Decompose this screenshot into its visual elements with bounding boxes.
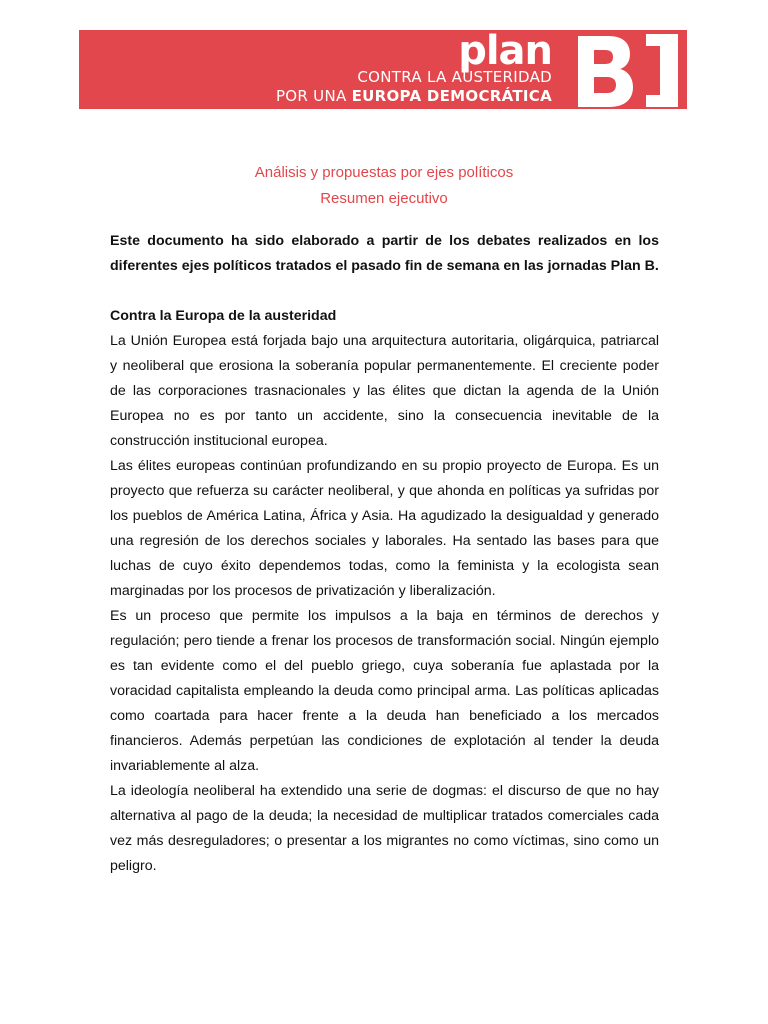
header-banner xyxy=(79,30,687,109)
body-paragraph: La ideología neoliberal ha extendido una serie de dogmas: el discurso de que no hay alternativa al pago de la deuda; la necesidad de multiplicar tratados comerciales cada vez más desreguladores; o presentar a los migrantes no como víctimas, sino como un peligro. xyxy=(110,783,659,874)
plan-b-logo xyxy=(572,32,682,107)
section-heading: Contra la Europa de la austeridad xyxy=(110,308,337,324)
body-paragraph: Es un proceso que permite los impulsos a la baja en términos de derechos y regulación; pero tiende a frenar los procesos de transformación social. Ningún ejemplo es tan evidente como el del pueblo griego, cuya soberanía fue aplastada por la voracidad capitalista empleando la deuda como principal arma. Las políticas aplicadas como coartada para hacer frente a la deuda han beneficiado a los mercados financieros. Además perpetúan las condiciones de explotación al tender la deuda invariablemente al alza. xyxy=(110,608,659,774)
intro-paragraph: Este documento ha sido elaborado a partir de los debates realizados en los diferentes ejes políticos tratados el pasado fin de semana en las jornadas Plan B. xyxy=(110,233,659,274)
document-body xyxy=(110,229,659,879)
banner-tagline-2-bold: EUROPA DEMOCRÁTICA xyxy=(351,87,552,105)
document-title xyxy=(0,160,768,212)
brand-name: plan xyxy=(458,28,552,74)
banner-tagline-1: CONTRA LA AUSTERIDAD xyxy=(357,68,552,86)
body-paragraph: Las élites europeas continúan profundizando en su propio proyecto de Europa. Es un proyecto que refuerza su carácter neoliberal, y que ahonda en políticas ya sufridas por los pueblos de América Latina, África y Asia. Ha agudizado la desigualdad y generado una regresión de los derechos sociales y laborales. Ha sentado las bases para que luchas de cuyo éxito dependemos todas, como la feminista y la ecologista sean marginadas por los procesos de privatización y liberalización. xyxy=(110,458,659,599)
banner-tagline-2 xyxy=(276,87,552,105)
title-line-2: Resumen ejecutivo xyxy=(320,190,448,207)
body-paragraph: La Unión Europea está forjada bajo una arquitectura autoritaria, oligárquica, patriarcal y neoliberal que erosiona la soberanía popular permanentemente. El creciente poder de las corporaciones trasnacionales y las élites que dictan la agenda de la Unión Europea no es por tanto un accidente, sino la consecuencia inevitable de la construcción institucional europea. xyxy=(110,333,659,449)
banner-tagline-2-prefix: POR UNA xyxy=(275,87,352,105)
title-line-1: Análisis y propuestas por ejes políticos xyxy=(254,164,514,181)
